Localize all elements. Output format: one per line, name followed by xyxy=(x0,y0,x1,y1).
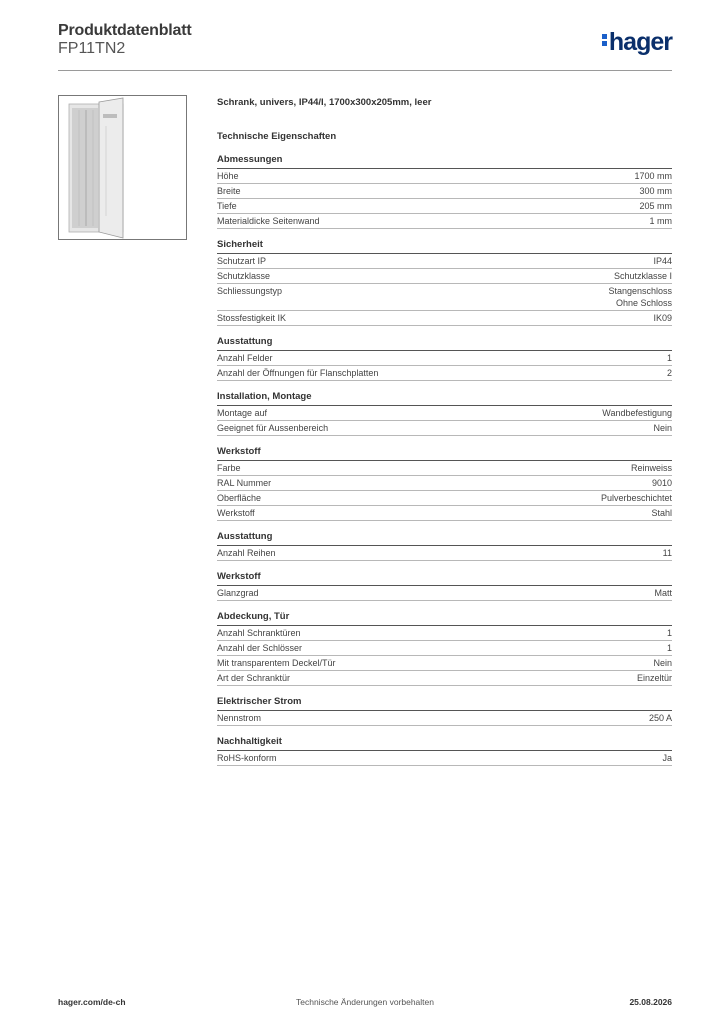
property-value-line: Einzeltür xyxy=(636,673,672,683)
property-row xyxy=(217,506,672,521)
technical-properties-heading: Technische Eigenschaften xyxy=(217,131,337,142)
property-value xyxy=(667,352,672,364)
property-value xyxy=(631,462,672,474)
property-value xyxy=(651,507,672,519)
property-sections xyxy=(217,154,672,766)
property-row xyxy=(217,461,672,476)
property-row xyxy=(217,671,672,686)
product-code: FP11TN2 xyxy=(58,40,126,57)
property-label: Werkstoff xyxy=(217,508,255,518)
property-section xyxy=(217,391,672,436)
product-image xyxy=(58,95,187,240)
property-label: Schutzklasse xyxy=(217,271,271,281)
property-label: Art der Schranktür xyxy=(217,673,291,683)
property-row xyxy=(217,626,672,641)
property-label: Materialdicke Seitenwand xyxy=(217,216,320,226)
section-title: Werkstoff xyxy=(217,446,672,461)
section-title: Nachhaltigkeit xyxy=(217,736,672,751)
page-footer xyxy=(58,997,672,1011)
property-label: Anzahl Felder xyxy=(217,353,273,363)
property-value-line: 1 xyxy=(666,643,672,653)
property-label: Breite xyxy=(217,186,241,196)
property-value-line: Ohne Schloss xyxy=(615,298,672,308)
section-title: Ausstattung xyxy=(217,531,672,546)
property-label: Stossfestigkeit IK xyxy=(217,313,287,323)
property-value xyxy=(608,285,672,309)
property-label: RoHS-konform xyxy=(217,753,277,763)
property-value-line: Ja xyxy=(662,753,672,763)
property-label: Anzahl der Öffnungen für Flanschplatten xyxy=(217,368,379,378)
property-label: Anzahl Schranktüren xyxy=(217,628,301,638)
property-label: Montage auf xyxy=(217,408,268,418)
section-title: Ausstattung xyxy=(217,336,672,351)
property-row xyxy=(217,214,672,229)
property-section xyxy=(217,154,672,229)
property-label: Mit transparentem Deckel/Tür xyxy=(217,658,336,668)
property-row xyxy=(217,406,672,421)
property-value-line: Stangenschloss xyxy=(608,286,672,296)
property-label: Schliessungstyp xyxy=(217,286,283,296)
property-row xyxy=(217,586,672,601)
property-label: Anzahl der Schlösser xyxy=(217,643,303,653)
property-value-line: Pulverbeschichtet xyxy=(600,493,672,503)
property-value-line: 11 xyxy=(662,548,672,558)
property-value xyxy=(653,255,672,267)
property-label: Tiefe xyxy=(217,201,237,211)
section-title: Abdeckung, Tür xyxy=(217,611,672,626)
property-row xyxy=(217,491,672,506)
property-value-line: 205 mm xyxy=(639,201,672,211)
hager-logo xyxy=(602,28,672,57)
section-title: Werkstoff xyxy=(217,571,672,586)
cabinet-illustration xyxy=(59,96,186,239)
page-title: Produktdatenblatt xyxy=(58,22,192,39)
property-value xyxy=(654,587,672,599)
property-value-line: Stahl xyxy=(651,508,672,518)
property-value xyxy=(653,422,672,434)
property-value xyxy=(653,657,672,669)
property-row xyxy=(217,351,672,366)
property-row xyxy=(217,421,672,436)
property-value xyxy=(601,492,672,504)
section-title: Sicherheit xyxy=(217,239,672,254)
property-value xyxy=(667,642,672,654)
property-label: Anzahl Reihen xyxy=(217,548,276,558)
property-label: Höhe xyxy=(217,171,239,181)
property-value-line: Nein xyxy=(653,423,672,433)
property-section xyxy=(217,571,672,601)
property-value xyxy=(614,270,672,282)
property-row xyxy=(217,184,672,199)
property-label: Glanzgrad xyxy=(217,588,259,598)
property-value-line: Schutzklasse I xyxy=(613,271,672,281)
property-section xyxy=(217,446,672,521)
logo-dots-icon xyxy=(602,32,607,48)
property-row xyxy=(217,284,672,311)
property-value xyxy=(667,367,672,379)
property-value-line: 1700 mm xyxy=(634,171,672,181)
datasheet-content xyxy=(217,90,672,766)
property-row xyxy=(217,366,672,381)
logo-text: hager xyxy=(608,28,672,56)
property-section xyxy=(217,696,672,726)
section-title: Elektrischer Strom xyxy=(217,696,672,711)
property-label: Geeignet für Aussenbereich xyxy=(217,423,329,433)
property-value-line: 1 mm xyxy=(649,216,672,226)
property-value xyxy=(639,200,672,212)
property-value xyxy=(649,712,672,724)
property-value xyxy=(667,627,672,639)
property-row xyxy=(217,546,672,561)
property-value xyxy=(662,752,672,764)
property-value-line: 300 mm xyxy=(639,186,672,196)
property-row xyxy=(217,199,672,214)
property-row xyxy=(217,254,672,269)
property-value xyxy=(650,215,673,227)
property-value-line: 1 xyxy=(666,628,672,638)
property-label: RAL Nummer xyxy=(217,478,272,488)
property-value-line: IK09 xyxy=(653,313,672,323)
page-header xyxy=(58,22,672,71)
footer-website: hager.com/de-ch xyxy=(58,997,126,1007)
property-row xyxy=(217,751,672,766)
property-value-line: Reinweiss xyxy=(630,463,672,473)
footer-date: 25.08.2026 xyxy=(629,997,672,1007)
property-value xyxy=(634,170,672,182)
section-title: Installation, Montage xyxy=(217,391,672,406)
property-value xyxy=(602,407,672,419)
footer-notice: Technische Änderungen vorbehalten xyxy=(296,997,434,1007)
property-row xyxy=(217,476,672,491)
property-value xyxy=(639,185,672,197)
property-value-line: IP44 xyxy=(653,256,672,266)
property-label: Oberfläche xyxy=(217,493,262,503)
property-value-line: Matt xyxy=(654,588,672,598)
property-value-line: Wandbefestigung xyxy=(602,408,672,418)
property-row xyxy=(217,269,672,284)
property-row xyxy=(217,169,672,184)
property-value xyxy=(663,547,672,559)
property-value xyxy=(637,672,672,684)
property-row xyxy=(217,656,672,671)
property-value-line: 250 A xyxy=(648,713,672,723)
property-section xyxy=(217,736,672,766)
property-label: Nennstrom xyxy=(217,713,262,723)
property-value xyxy=(653,312,672,324)
property-value-line: Nein xyxy=(653,658,672,668)
property-value-line: 9010 xyxy=(651,478,672,488)
property-value xyxy=(652,477,672,489)
property-section xyxy=(217,531,672,561)
property-section xyxy=(217,611,672,686)
section-title: Abmessungen xyxy=(217,154,672,169)
property-section xyxy=(217,336,672,381)
property-value-line: 1 xyxy=(666,353,672,363)
property-section xyxy=(217,239,672,326)
property-value-line: 2 xyxy=(666,368,672,378)
property-row xyxy=(217,711,672,726)
property-label: Schutzart IP xyxy=(217,256,267,266)
product-description: Schrank, univers, IP44/I, 1700x300x205mm, leer xyxy=(217,97,432,108)
property-row xyxy=(217,641,672,656)
property-row xyxy=(217,311,672,326)
property-label: Farbe xyxy=(217,463,241,473)
